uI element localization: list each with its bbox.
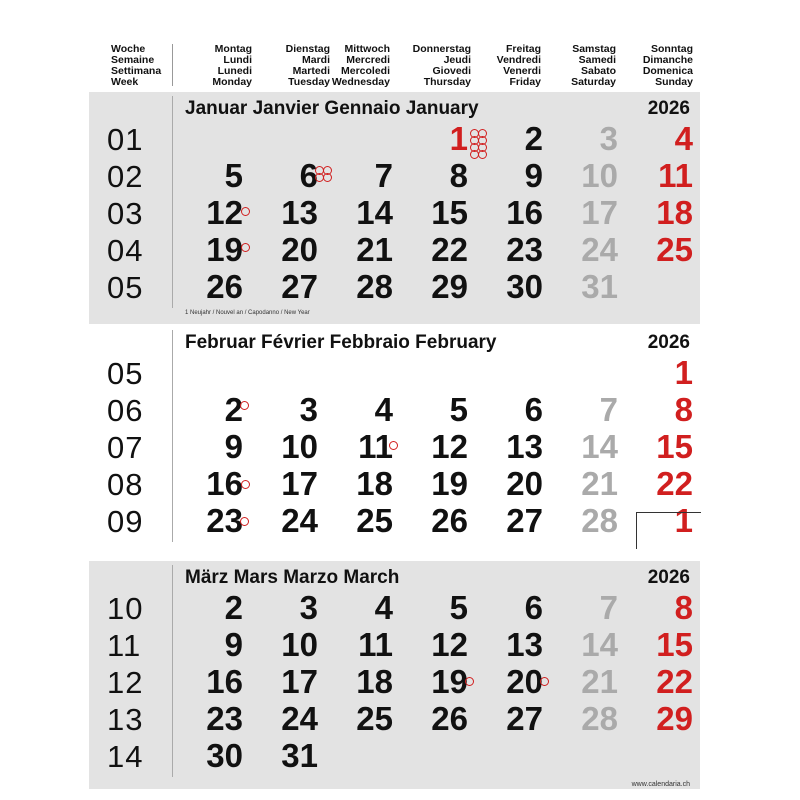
day-header-label: Sunday	[655, 76, 693, 88]
day-cell: 17	[581, 194, 618, 231]
day-cell: 7	[599, 391, 618, 428]
day-cell: 17	[281, 465, 318, 502]
day-cell: 5	[449, 589, 468, 626]
day-cell: 23	[506, 231, 543, 268]
day-cell: 24	[281, 502, 318, 539]
holiday-mark-icon	[478, 150, 487, 159]
day-cell: 13	[281, 194, 318, 231]
week-label-fr: Semaine	[111, 54, 155, 66]
week-number: 08	[107, 467, 144, 502]
month-title: Februar Février Febbraio February	[185, 332, 497, 353]
holiday-mark-icon	[465, 677, 474, 686]
day-cell: 13	[506, 428, 543, 465]
week-number: 14	[107, 739, 144, 774]
day-header-label: Tuesday	[288, 76, 330, 88]
day-header-label: Monday	[212, 76, 252, 88]
week-number: 05	[107, 270, 144, 305]
week-label-en: Week	[111, 76, 139, 88]
day-cell: 2	[224, 391, 243, 428]
day-header-label: Sabato	[580, 65, 616, 77]
day-cell: 6	[524, 589, 543, 626]
day-header-label: Giovedi	[432, 65, 471, 77]
week-number: 03	[107, 196, 144, 231]
day-cell: 20	[506, 663, 543, 700]
day-cell: 25	[356, 700, 393, 737]
day-cell: 27	[506, 700, 543, 737]
day-cell: 14	[356, 194, 393, 231]
site-credit: www.calendaria.ch	[631, 781, 690, 788]
week-number: 06	[107, 393, 144, 428]
day-header-label: Mercoledi	[340, 65, 390, 77]
day-cell: 15	[656, 428, 693, 465]
day-cell: 15	[431, 194, 468, 231]
day-cell: 22	[656, 465, 693, 502]
day-cell: 6	[299, 157, 318, 194]
week-number: 02	[107, 159, 144, 194]
day-header-label: Dimanche	[642, 54, 693, 66]
day-cell: 26	[431, 700, 468, 737]
day-cell: 15	[656, 626, 693, 663]
day-cell: 30	[506, 268, 543, 305]
day-header-label: Montag	[214, 43, 252, 55]
week-number: 12	[107, 665, 144, 700]
day-cell: 5	[224, 157, 243, 194]
day-cell: 3	[299, 391, 318, 428]
week-label-it: Settimana	[111, 65, 162, 77]
day-cell: 23	[206, 502, 243, 539]
day-cell: 14	[581, 428, 618, 465]
week-number: 09	[107, 504, 144, 539]
day-cell: 16	[206, 465, 243, 502]
day-cell: 9	[524, 157, 543, 194]
day-cell: 9	[224, 626, 243, 663]
week-divider	[172, 330, 173, 542]
day-cell: 19	[206, 231, 243, 268]
day-cell: 27	[281, 268, 318, 305]
day-header-label: Samedi	[578, 54, 616, 66]
day-cell: 10	[281, 428, 318, 465]
month-title: Januar Janvier Gennaio January	[185, 98, 479, 119]
week-number: 11	[107, 628, 142, 663]
day-header-label: Martedi	[292, 65, 330, 77]
day-header-label: Donnerstag	[412, 43, 471, 55]
day-cell: 24	[281, 700, 318, 737]
day-cell: 6	[524, 391, 543, 428]
day-cell: 19	[431, 663, 468, 700]
day-cell: 18	[356, 465, 393, 502]
day-header-label: Mardi	[301, 54, 330, 66]
holiday-mark-icon	[540, 677, 549, 686]
day-header-label: Dienstag	[285, 43, 330, 55]
day-cell: 8	[449, 157, 468, 194]
day-cell: 12	[431, 626, 468, 663]
day-cell: 21	[581, 465, 618, 502]
day-cell: 2	[224, 589, 243, 626]
day-cell: 24	[581, 231, 618, 268]
day-cell: 25	[656, 231, 693, 268]
day-header-label: Friday	[509, 76, 541, 88]
day-cell: 25	[356, 502, 393, 539]
month-year: 2026	[647, 98, 690, 119]
day-header-label: Sonntag	[651, 43, 693, 55]
holiday-mark-icon	[240, 517, 249, 526]
day-header-label: Wednesday	[331, 76, 390, 88]
week-number: 13	[107, 702, 144, 737]
day-cell: 18	[656, 194, 693, 231]
day-cell: 17	[281, 663, 318, 700]
day-cell: 20	[281, 231, 318, 268]
day-cell: 31	[581, 268, 618, 305]
day-cell: 9	[224, 428, 243, 465]
day-cell: 14	[581, 626, 618, 663]
holiday-note: 1 Neujahr / Nouvel an / Capodanno / New Year	[185, 310, 310, 316]
day-header-label: Saturday	[571, 76, 616, 88]
day-header-label: Vendredi	[496, 54, 541, 66]
day-cell: 27	[506, 502, 543, 539]
day-header-label: Venerdi	[503, 65, 541, 77]
week-divider	[172, 96, 173, 308]
day-cell: 26	[206, 268, 243, 305]
next-month-corner	[636, 512, 701, 549]
day-cell: 1	[449, 120, 468, 157]
day-cell: 7	[374, 157, 393, 194]
day-cell: 19	[431, 465, 468, 502]
holiday-mark-icon	[241, 480, 250, 489]
month-title: März Mars Marzo March	[185, 567, 400, 588]
day-cell: 8	[674, 391, 693, 428]
day-cell: 21	[356, 231, 393, 268]
day-cell: 2	[524, 120, 543, 157]
day-cell: 16	[506, 194, 543, 231]
week-number: 01	[107, 122, 144, 157]
week-number: 07	[107, 430, 144, 465]
month-year: 2026	[647, 567, 690, 588]
day-cell: 12	[431, 428, 468, 465]
day-cell: 29	[431, 268, 468, 305]
day-cell: 1	[674, 354, 693, 391]
day-cell: 18	[356, 663, 393, 700]
day-cell: 22	[431, 231, 468, 268]
day-header-label: Lundi	[223, 54, 252, 66]
day-cell: 16	[206, 663, 243, 700]
week-number: 05	[107, 356, 144, 391]
day-cell: 10	[281, 626, 318, 663]
day-cell: 29	[656, 700, 693, 737]
day-header-label: Jeudi	[443, 54, 471, 66]
day-header-label: Samstag	[572, 43, 616, 55]
day-cell: 11	[358, 428, 393, 465]
day-cell: 28	[581, 700, 618, 737]
day-cell: 4	[374, 589, 393, 626]
day-cell: 20	[506, 465, 543, 502]
day-cell: 3	[299, 589, 318, 626]
day-cell: 22	[656, 663, 693, 700]
day-cell: 1	[674, 502, 693, 539]
day-cell: 10	[581, 157, 618, 194]
week-number: 04	[107, 233, 144, 268]
day-cell: 23	[206, 700, 243, 737]
day-header	[593, 44, 693, 88]
day-header-label: Freitag	[505, 43, 541, 55]
day-cell: 28	[356, 268, 393, 305]
day-cell: 11	[658, 157, 693, 194]
holiday-mark-icon	[240, 401, 249, 410]
day-cell: 26	[431, 502, 468, 539]
week-label-de: Woche	[111, 43, 146, 55]
day-cell: 12	[206, 194, 243, 231]
day-header-label: Domenica	[642, 65, 693, 77]
day-header-label: Mercredi	[346, 54, 390, 66]
day-header-label: Thursday	[423, 76, 471, 88]
day-cell: 28	[581, 502, 618, 539]
day-cell: 4	[374, 391, 393, 428]
day-cell: 3	[599, 120, 618, 157]
holiday-mark-icon	[389, 441, 398, 450]
day-cell: 4	[674, 120, 693, 157]
month-year: 2026	[647, 332, 690, 353]
holiday-mark-icon	[241, 243, 250, 252]
week-divider	[172, 565, 173, 777]
day-header-label: Lunedi	[217, 65, 252, 77]
week-number: 10	[107, 591, 144, 626]
day-cell: 30	[206, 737, 243, 774]
day-cell: 31	[281, 737, 318, 774]
day-cell: 5	[449, 391, 468, 428]
day-cell: 8	[674, 589, 693, 626]
holiday-mark-icon	[323, 173, 332, 182]
day-header-label: Mittwoch	[344, 43, 390, 55]
day-cell: 13	[506, 626, 543, 663]
day-cell: 11	[358, 626, 393, 663]
day-cell: 7	[599, 589, 618, 626]
day-cell: 21	[581, 663, 618, 700]
holiday-mark-icon	[241, 207, 250, 216]
